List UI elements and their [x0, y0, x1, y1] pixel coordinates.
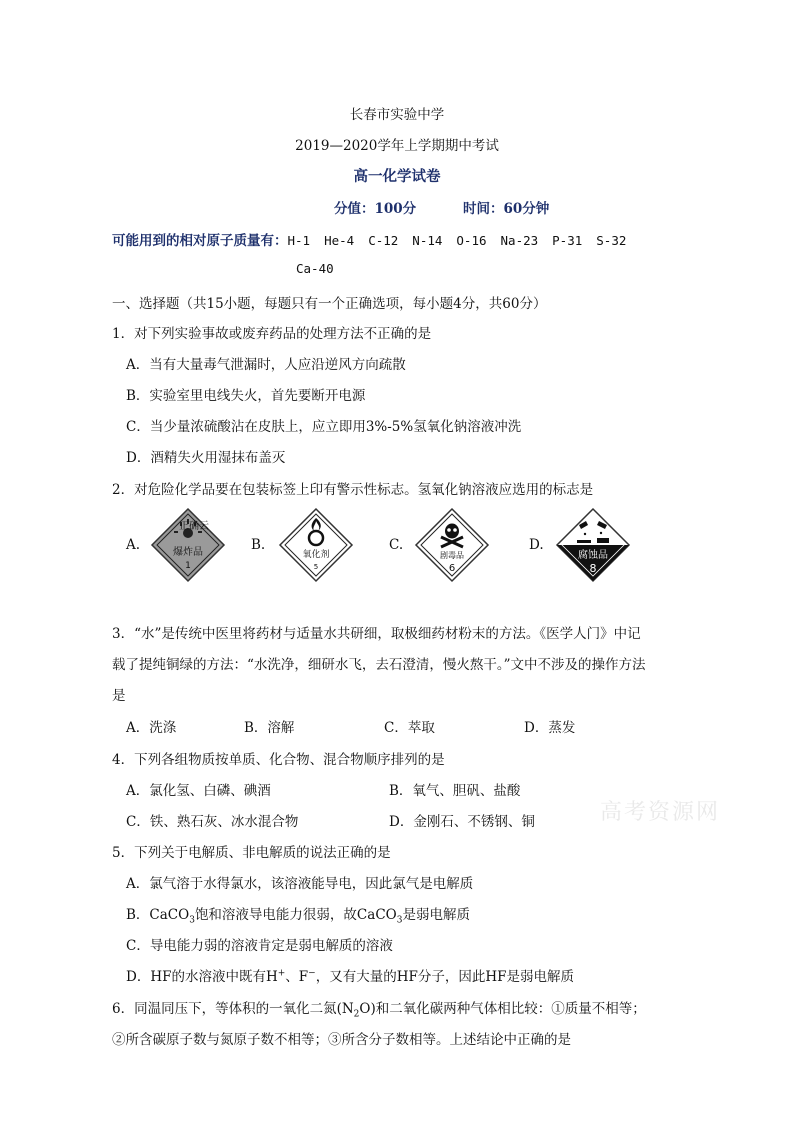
question-1-option-c: C．当少量浓硫酸沾在皮肤上，应立即用3%-5%氢氧化钠溶液冲洗	[126, 419, 522, 435]
section-heading: 一、选择题（共15小题，每题只有一个正确选项，每小题4分，共60分）	[112, 296, 547, 312]
mass-item: P-31	[552, 233, 583, 248]
question-4-option-c: C．铁、熟石灰、冰水混合物	[126, 814, 299, 830]
question-5-stem: 5．下列关于电解质、非电解质的说法正确的是	[112, 845, 391, 861]
score-info: 分值：100分	[334, 201, 417, 217]
text-fragment: B．CaCO	[126, 907, 190, 923]
text-fragment: 饱和溶液导电能力很弱，故CaCO	[194, 907, 397, 923]
sign-b-number: 5	[313, 563, 319, 571]
sign-a-label: 爆炸品	[173, 547, 203, 558]
question-5-option-a: A．氯气溶于水得氯水，该溶液能导电，因此氯气是电解质	[126, 876, 474, 892]
question-4-option-d: D．金刚石、不锈钢、铜	[389, 814, 535, 830]
watermark: 高考资源网	[600, 800, 721, 825]
sign-c-number: 6	[448, 563, 456, 574]
exam-term: 2019—2020学年上学期期中考试	[295, 138, 499, 154]
corrosive-sign	[555, 507, 631, 583]
sign-d-number: 8	[589, 562, 597, 575]
question-6-line-2: ②所含碳原子数与氮原子数不相等；③所含分子数相等。上述结论中正确的是	[112, 1032, 571, 1048]
explosive-sign	[150, 507, 226, 583]
atomic-masses-label: 可能用到的相对原子质量有：	[112, 233, 288, 249]
subscript: 2	[353, 1009, 360, 1020]
mass-item: N-14	[412, 233, 443, 248]
question-3-option-c: C．萃取	[384, 720, 435, 736]
question-1-option-b: B．实验室里电线失火，首先要断开电源	[126, 388, 366, 404]
school-name: 长春市实验中学	[349, 107, 445, 123]
question-5-option-d	[126, 965, 574, 985]
question-3-line-3: 是	[112, 688, 126, 704]
mass-item: H-1	[287, 233, 311, 248]
subscript: 3	[189, 915, 195, 926]
question-6-line-1	[112, 997, 646, 1020]
option-b-label: B.	[251, 537, 266, 553]
question-1-stem: 1．对下列实验事故或废弃药品的处理方法不正确的是	[112, 326, 432, 342]
question-4-option-a: A．氯化氢、白磷、碘酒	[126, 783, 271, 799]
question-1-option-d: D．酒精失火用湿抹布盖灭	[126, 450, 286, 466]
text-fragment: 、F	[285, 969, 309, 985]
text-fragment: ，又有大量的HF分子，因此HF是弱电解质	[315, 969, 574, 985]
oxidizer-sign	[278, 507, 354, 583]
text-fragment: D．HF的水溶液中既有H	[126, 969, 278, 985]
mass-item: C-12	[368, 233, 399, 248]
text-fragment: O)和二氧化碳两种气体相比较：①质量不相等；	[359, 1001, 646, 1017]
sign-d-label: 腐蚀品	[578, 550, 608, 561]
sign-b-label: 氧化剂	[302, 550, 330, 560]
option-d-label: D.	[529, 537, 544, 553]
mass-item: O-16	[456, 233, 487, 248]
question-2-stem: 2．对危险化学品要在包装标签上印有警示性标志。氢氧化钠溶液应选用的标志是	[112, 482, 594, 498]
superscript: −	[308, 968, 316, 979]
question-3-line-1: 3．“水”是传统中医里将药材与适量水共研细，取极细药材粉末的方法。《医学人门》中记	[112, 626, 641, 642]
question-3-option-d: D．蒸发	[524, 720, 576, 736]
question-5-option-b	[126, 903, 470, 926]
question-4-option-b: B．氧气、胆矾、盐酸	[389, 783, 521, 799]
text-fragment: 是弱电解质	[402, 907, 470, 923]
paper-title: 高一化学试卷	[353, 168, 441, 185]
atomic-masses	[112, 229, 626, 249]
mass-item: Ca-40	[296, 261, 334, 276]
question-3-option-a: A．洗涤	[126, 720, 177, 736]
question-1-option-a: A．当有大量毒气泄漏时，人应沿逆风方向疏散	[126, 357, 406, 373]
question-3-option-b: B．溶解	[244, 720, 295, 736]
atomic-mass-extra	[296, 261, 348, 277]
atomic-masses-list	[288, 233, 627, 249]
mass-item: Na-23	[500, 233, 539, 248]
sign-a-overlay: 正确云	[179, 521, 209, 532]
question-5-option-c: C．导电能力弱的溶液肯定是弱电解质的溶液	[126, 938, 393, 954]
mass-item: S-32	[596, 233, 627, 248]
time-info: 时间：60分钟	[463, 201, 550, 217]
subscript: 3	[396, 915, 403, 926]
option-a-label: A.	[126, 537, 141, 553]
sign-c-label: 剧毒品	[440, 551, 464, 560]
option-c-label: C.	[389, 537, 404, 553]
superscript: +	[277, 968, 286, 979]
question-4-stem: 4．下列各组物质按单质、化合物、混合物顺序排列的是	[112, 752, 445, 768]
mass-item: He-4	[324, 233, 355, 248]
question-3-line-2: 载了提纯铜绿的方法：“水洗净，细研水飞，去石澄清，慢火熬干。”文中不涉及的操作方法	[112, 657, 646, 673]
text-fragment: 6．同温同压下，等体积的一氧化二氮(N	[112, 1001, 354, 1017]
toxic-sign	[414, 507, 490, 583]
sign-a-number: 1	[185, 561, 191, 571]
